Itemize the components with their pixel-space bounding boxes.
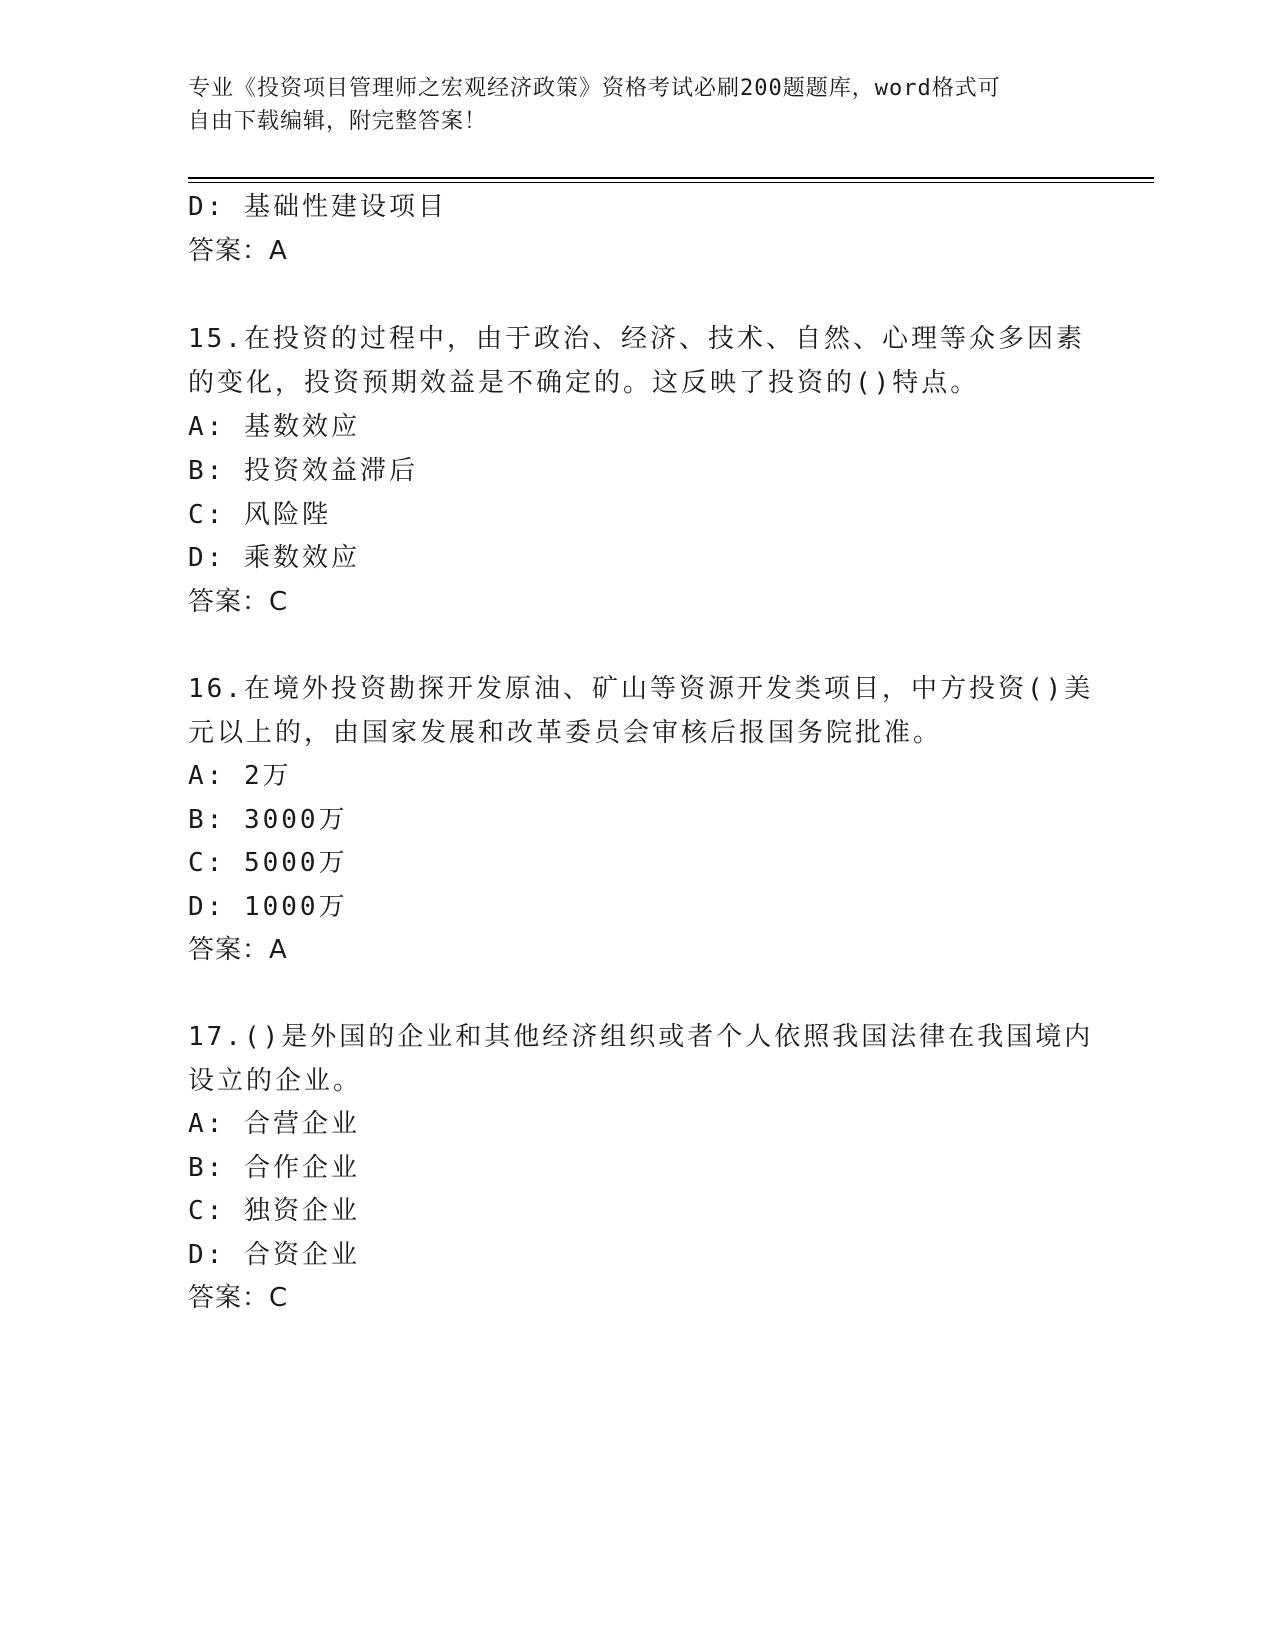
q16-stem-line-2: 元以上的，由国家发展和改革委员会审核后报国务院批准。 [188,718,943,748]
q16-option-c: C: 5000万 [188,848,348,878]
q17-stem-line-2: 设立的企业。 [188,1066,363,1096]
q16-option-b: B: 3000万 [188,805,348,835]
header-line-1: 专业《投资项目管理师之宏观经济政策》资格考试必刷200题题库，word格式可 [188,76,1001,101]
q15-option-a: A: 基数效应 [188,412,360,442]
prev-answer: 答案：A [188,236,288,266]
q17-option-b: B: 合作企业 [188,1153,360,1183]
page-header [188,72,1088,138]
q16-stem-line-1: 16.在境外投资勘探开发原油、矿山等资源开发类项目，中方投资()美 [188,674,1094,704]
q16-option-d: D: 1000万 [188,892,348,922]
q17-stem-line-1: 17.()是外国的企业和其他经济组织或者个人依照我国法律在我国境内 [188,1022,1094,1052]
q15-option-d: D: 乘数效应 [188,543,360,573]
prev-option-d: D: 基础性建设项目 [188,192,447,222]
header-line-2: 自由下载编辑，附完整答案！ [188,109,488,134]
q15-option-c: C: 风险陛 [188,500,331,530]
q17-option-c: C: 独资企业 [188,1196,360,1226]
q17-option-a: A: 合营企业 [188,1109,360,1139]
q17-option-d: D: 合资企业 [188,1240,360,1270]
q16-option-a: A: 2万 [188,761,292,791]
header-rule-thick [188,177,1154,179]
q15-stem-line-2: 的变化，投资预期效益是不确定的。这反映了投资的()特点。 [188,368,980,398]
q15-option-b: B: 投资效益滞后 [188,456,418,486]
q17-answer: 答案：C [188,1283,289,1313]
q16-answer: 答案：A [188,935,288,965]
q15-stem-line-1: 15.在投资的过程中，由于政治、经济、技术、自然、心理等众多因素 [188,324,1085,354]
header-rule-thin [188,182,1154,183]
q15-answer: 答案：C [188,587,289,617]
